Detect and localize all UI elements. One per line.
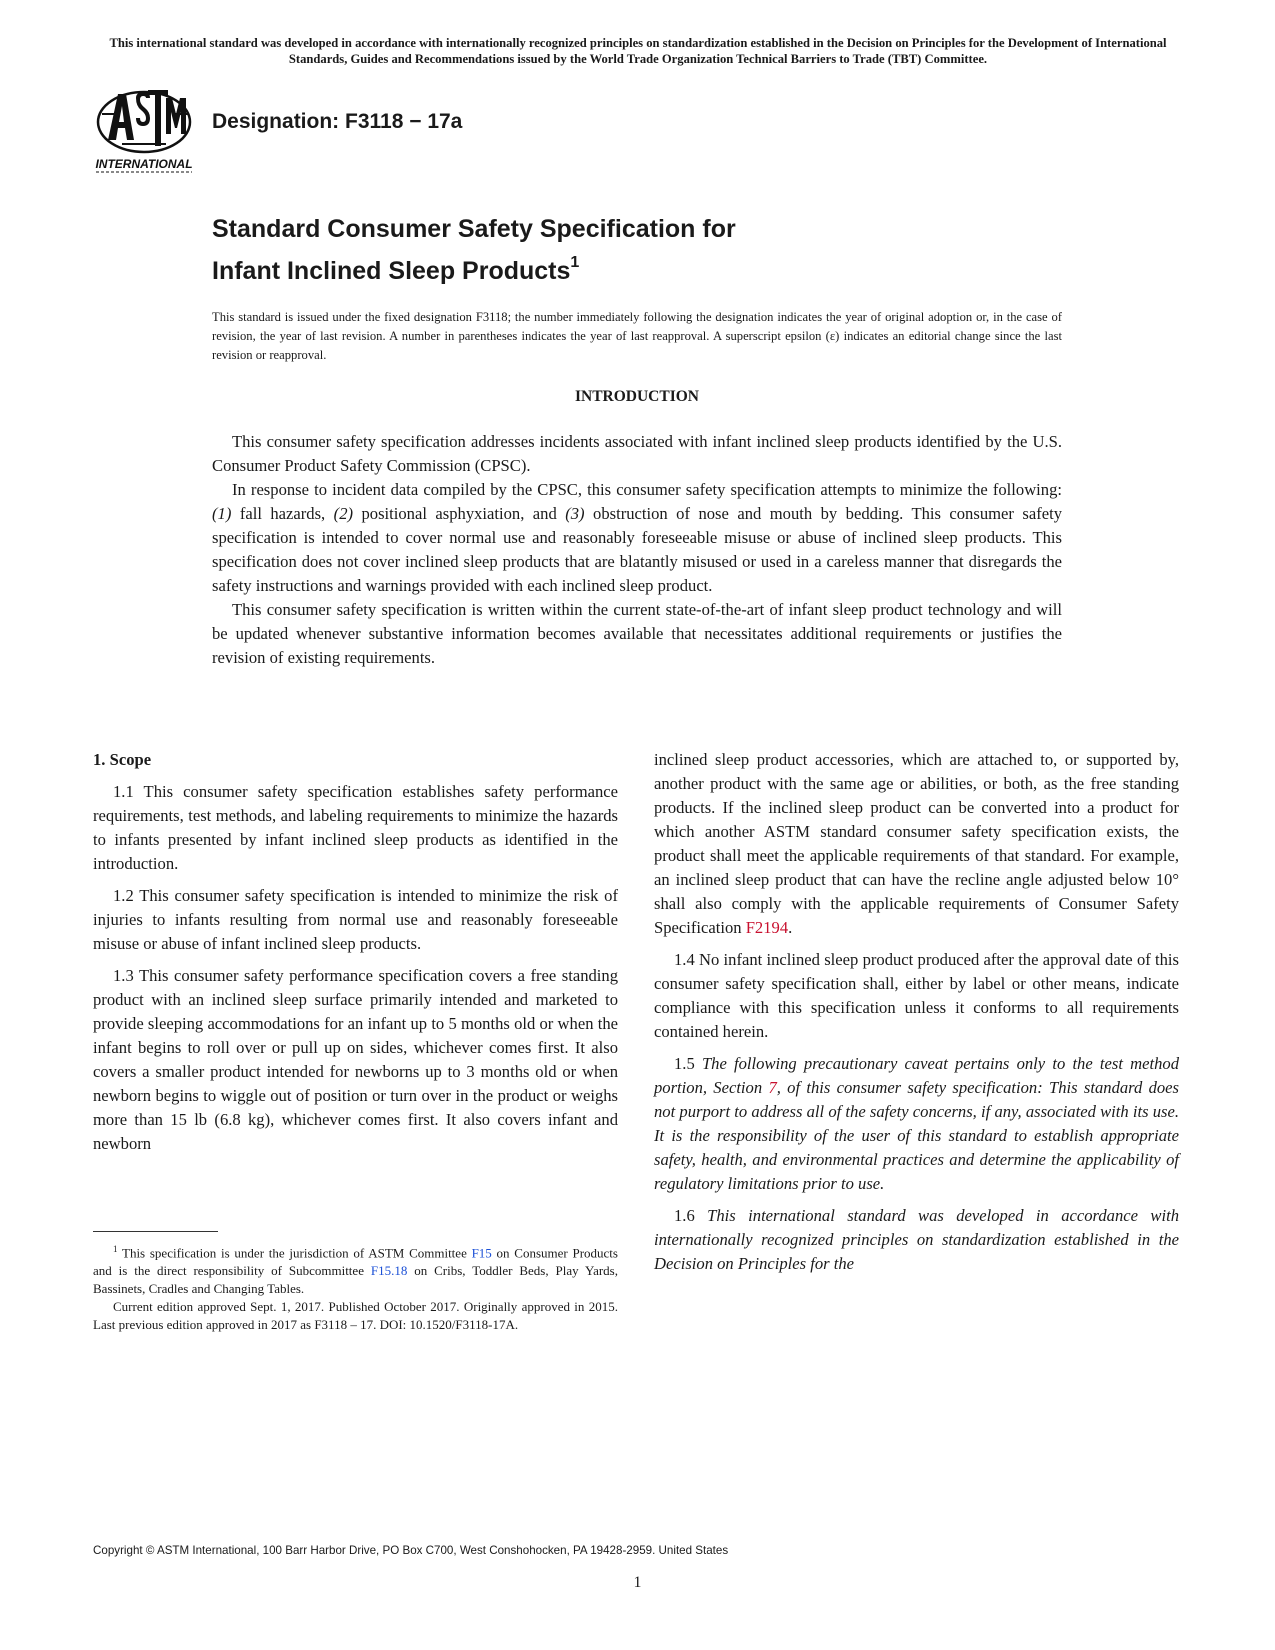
title-footnote-marker: 1	[570, 254, 580, 271]
footnote	[93, 1240, 618, 1334]
intro-paragraph-3: This consumer safety specification is written within the current state-of-the-art of infant sleep product technology and will be updated whenever substantive information becomes available that necessitates additional requirements or justifies the revision of existing requirements.	[212, 600, 1062, 667]
international-standard-notice: This international standard was developed in accordance with internationally recognized principles on standardization established in the Decision on Principles for the Development of International Standards, Guides and Recommendations issued by the World Trade Organization Technical Barriers to Trade (TBT) Committee.	[109, 36, 1167, 66]
designation: Designation: F3118 − 17a	[212, 110, 463, 133]
intro-paragraph-1: This consumer safety specification addresses incidents associated with infant inclined sleep products identified by the U.S. Consumer Product Safety Commission (CPSC).	[212, 432, 1062, 475]
introduction-body	[212, 430, 1062, 670]
section-1-3: 1.3 This consumer safety performance specification covers a free standing product with an inclined sleep surface primarily intended and marketed to provide sleeping accommodations for an infant up to 5 months old or when the infant begins to roll over or pull up on sides, whichever comes first. It also covers a smaller product intended for newborns up to 3 months old or when newborn begins to wiggle out of position or turn over in the product or weighs more than 15 lb (6.8 kg), whichever comes first. It also covers infant and newborn	[93, 966, 618, 1153]
right-column	[654, 748, 1179, 1284]
page-number: 1	[633, 1574, 642, 1591]
footnote-2: Current edition approved Sept. 1, 2017. Published October 2017. Originally approved in 2015. Last previous edition approved in 2017 as F3118 – 17. DOI: 10.1520/F3118-17A.	[93, 1299, 618, 1333]
link-f15[interactable]: F15	[471, 1245, 492, 1261]
section-1-1: 1.1 This consumer safety specification establishes safety performance requirements, test methods, and labeling requirements to minimize the hazards to infants presented by infant inclined sleep products as identified in the introduction.	[93, 782, 618, 873]
left-column	[93, 748, 618, 1164]
section-1-3-continued: inclined sleep product accessories, which are attached to, or supported by, another product with the same age or abilities, or both, as the free standing products. If the inclined sleep product can be converted into a product for which another ASTM standard consumer safety specification exists, the product shall meet the applicable requirements of that standard. For example, an inclined sleep product that can have the recline angle adjusted below 10° shall also comply with the applicable requirements of Consumer Safety Specification F2194.	[654, 750, 1179, 937]
title-line-1: Standard Consumer Safety Specification for	[212, 215, 736, 243]
astm-logo	[92, 84, 196, 176]
intro-paragraph-2: In response to incident data compiled by the CPSC, this consumer safety specification attempts to minimize the following: (1) fall hazards, (2) positional asphyxiation, and (3) obstruction of nose and mouth by bedding. This consumer safety specification is intended to cover normal use and reasonably foreseeable misuse or abuse of inclined sleep products. This specification does not cover inclined sleep products that are blatantly misused or used in a careless manner that disregards the safety instructions and warnings provided with each inclined sleep product.	[212, 480, 1062, 595]
section-1-5: 1.5 The following precautionary caveat pertains only to the test method portion, Section 7, of this consumer safety specification: This standard does not purport to address all of the safety concerns, if any, associated with its use. It is the responsibility of the user of this standard to establish appropriate safety, health, and environmental practices and determine the applicability of regulatory limitations prior to use.	[654, 1054, 1179, 1193]
footnote-divider	[93, 1231, 218, 1232]
standard-note: This standard is issued under the fixed designation F3118; the number immediately following the designation indicates the year of original adoption or, in the case of revision, the year of last revision. A number in parentheses indicates the year of last reapproval. A superscript epsilon (ε) indicates an editorial change since the last revision or reapproval.	[212, 310, 1062, 362]
document-title	[212, 212, 736, 288]
copyright: Copyright © ASTM International, 100 Barr Harbor Drive, PO Box C700, West Conshohocken, PA 19428-2959. United States	[93, 1544, 729, 1557]
section-1-6: 1.6 This international standard was developed in accordance with internationally recognized principles on standardization established in the Decision on Principles for the	[654, 1206, 1180, 1273]
scope-heading: 1. Scope	[93, 750, 152, 769]
section-1-2: 1.2 This consumer safety specification is intended to minimize the risk of injuries to infants resulting from normal use and reasonably foreseeable misuse or abuse of infant inclined sleep products.	[93, 886, 618, 953]
title-line-2: Infant Inclined Sleep Products	[212, 257, 571, 285]
link-section-7[interactable]: 7	[768, 1078, 777, 1097]
introduction-heading: INTRODUCTION	[574, 388, 699, 405]
link-f15-18[interactable]: F15.18	[370, 1263, 408, 1279]
logo-text: INTERNATIONAL	[95, 157, 193, 171]
footnote-1: $^1$ This specification is under the jurisdiction of ASTM Committee F15 on Consumer Products and is the direct responsibility of Subcommittee F15.18 on Cribs, Toddler Beds, Play Yards, Bassinets, Cradles and Changing Tables.	[93, 1244, 618, 1297]
link-f2194[interactable]: F2194	[745, 918, 789, 937]
section-1-4: 1.4 No infant inclined sleep product produced after the approval date of this consumer safety specification shall, either by label or other means, indicate compliance with this specification unless it conforms to all requirements contained herein.	[654, 950, 1179, 1041]
